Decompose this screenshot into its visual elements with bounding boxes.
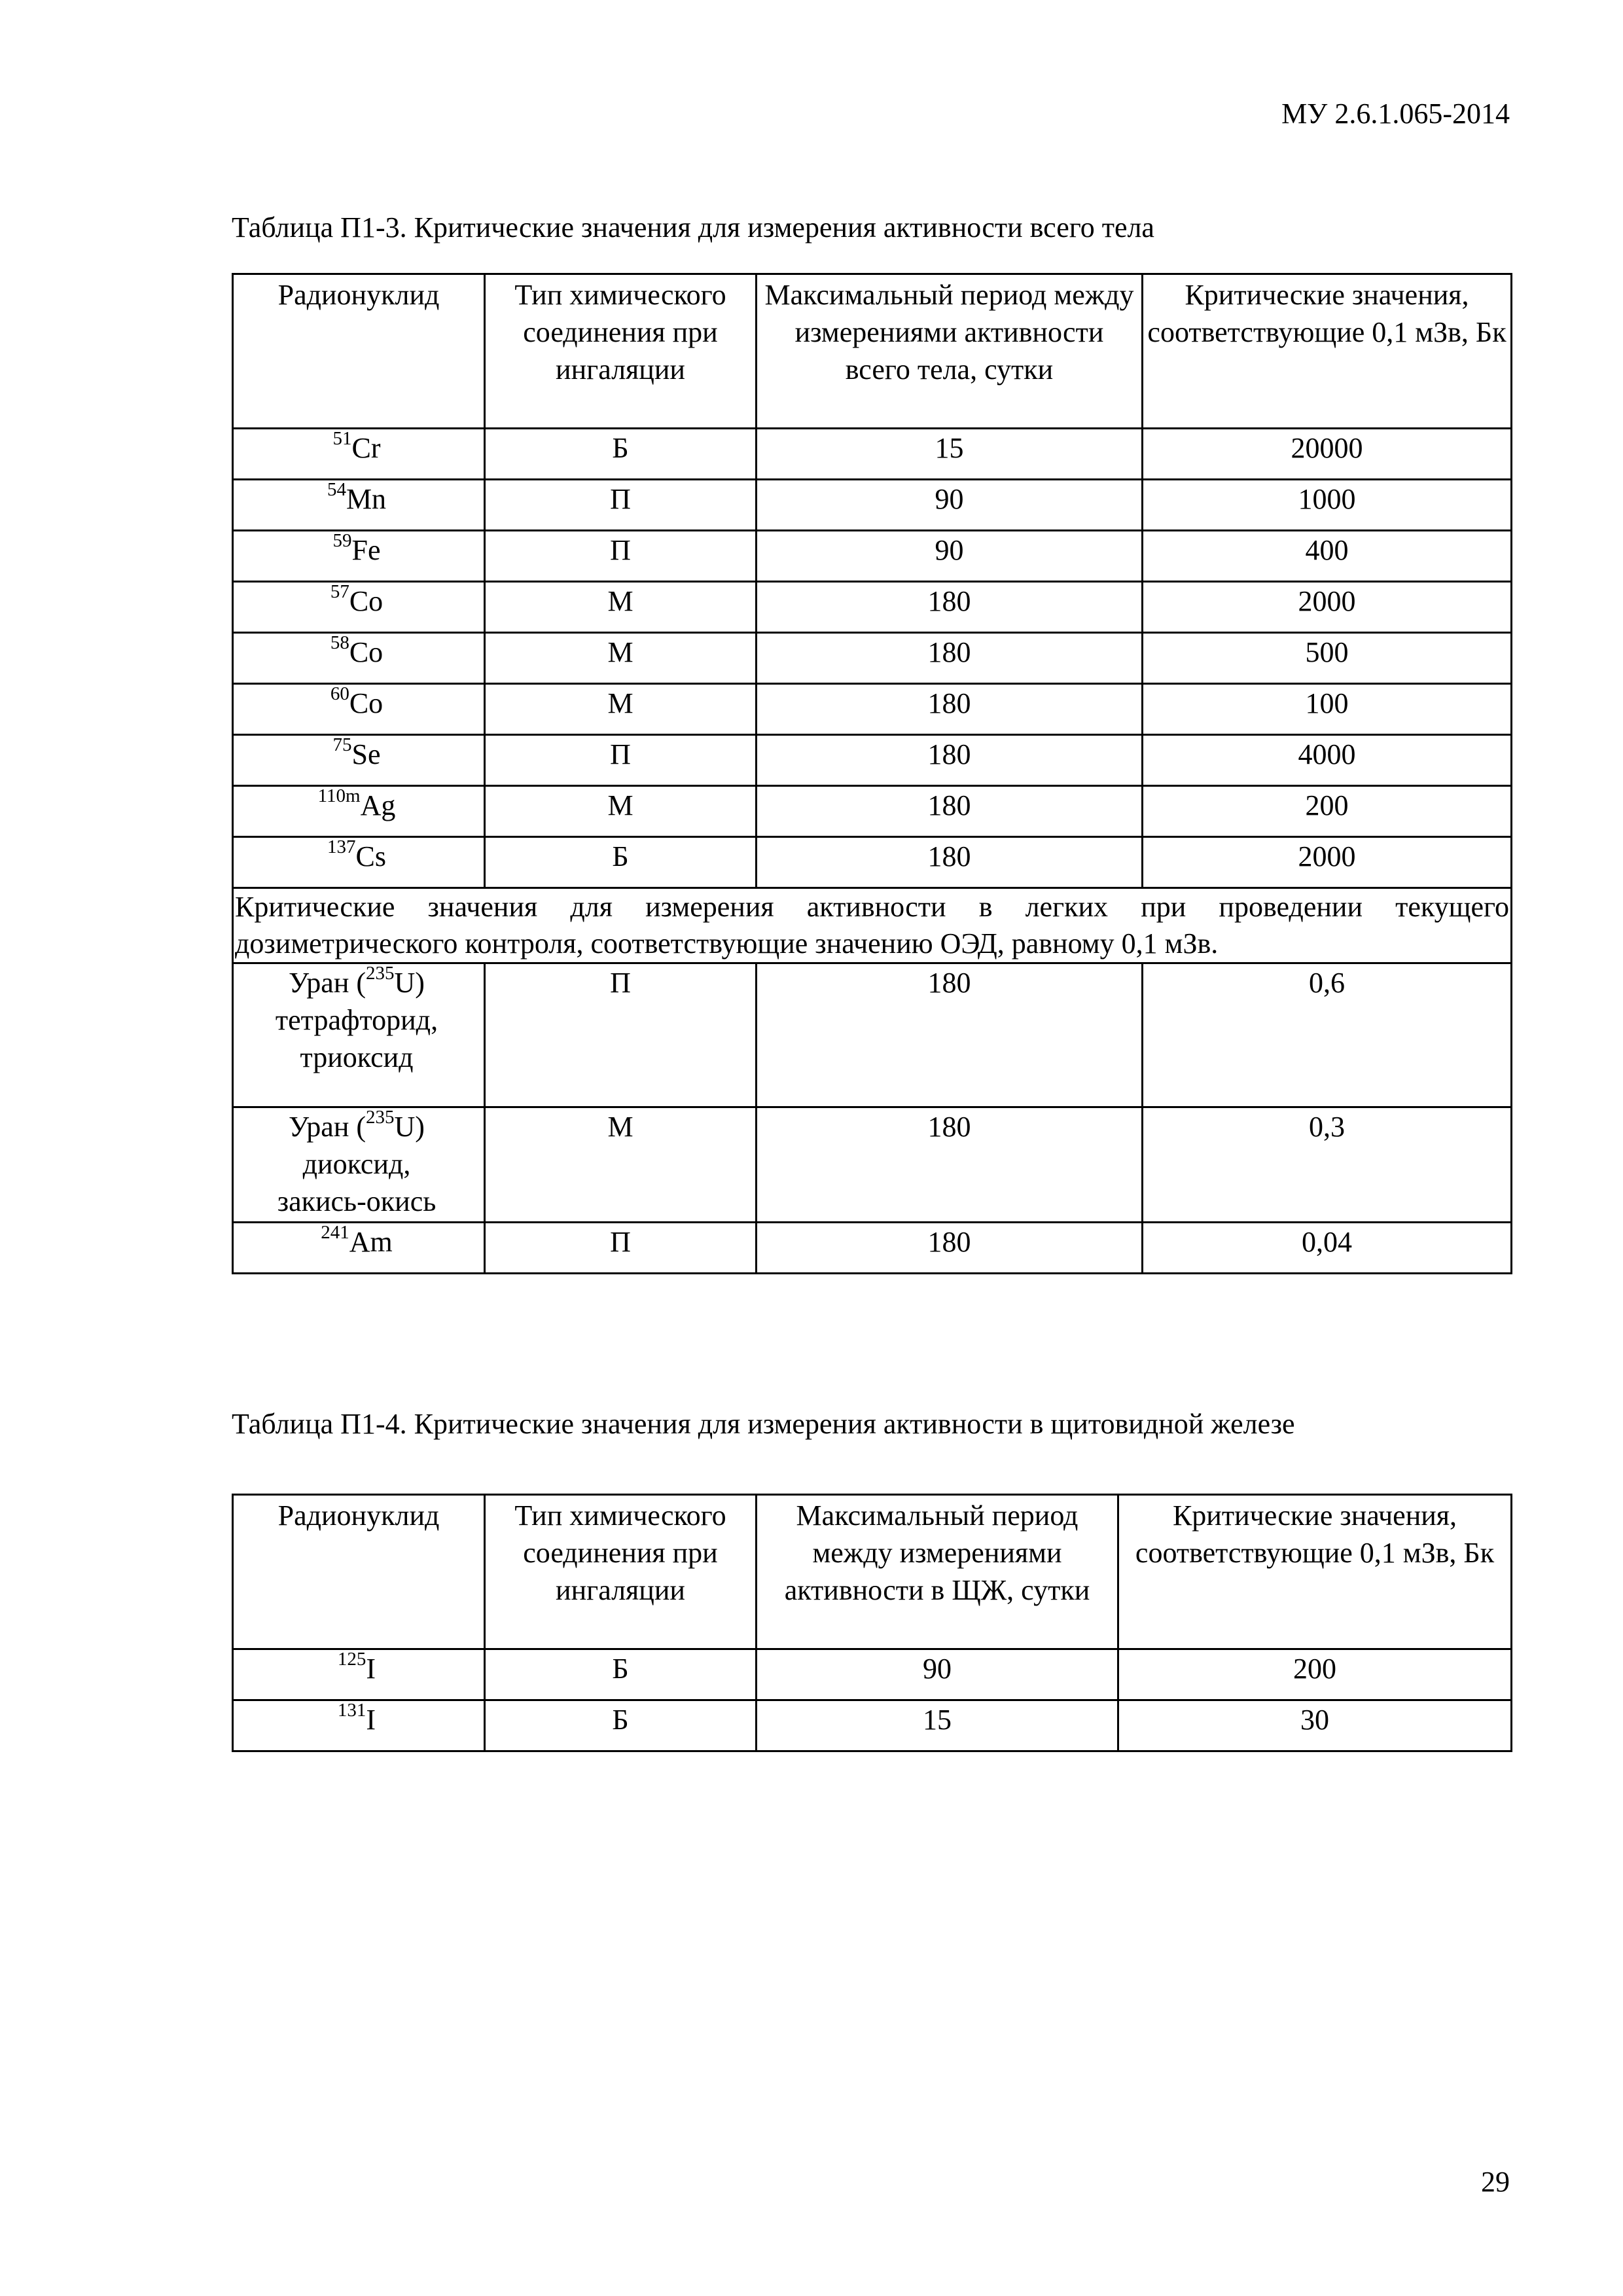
mass-number: 59 — [332, 530, 352, 551]
compound-type-cell: Б — [485, 429, 757, 480]
radionuclide-cell — [233, 1700, 485, 1751]
period-cell: 180 — [757, 684, 1143, 735]
compound-type-cell: П — [485, 1223, 757, 1274]
compound-type-cell: М — [485, 582, 757, 633]
section-title — [233, 888, 1512, 963]
element-symbol: Fe — [351, 534, 381, 566]
table-whole-body-critical-values — [232, 273, 1512, 1274]
compound-type-cell: М — [485, 1107, 757, 1223]
element-symbol: Am — [349, 1226, 393, 1258]
compound-type-cell: П — [485, 735, 757, 786]
period-cell: 15 — [757, 429, 1143, 480]
radionuclide-cell — [233, 735, 485, 786]
radionuclide-cell — [233, 480, 485, 531]
compound-type-cell: Б — [485, 1700, 757, 1751]
mass-number: 75 — [332, 734, 352, 755]
nuclide-suffix: U) — [394, 1111, 425, 1143]
element-symbol: Cr — [351, 432, 381, 464]
critical-value-cell: 30 — [1118, 1700, 1512, 1751]
mass-number: 241 — [321, 1222, 349, 1243]
section-title-line: дозиметрического контроля, соответствующие значению ОЭД, равному 0,1 мЗв. — [235, 927, 1219, 960]
nuclide-prefix: Уран ( — [289, 967, 366, 999]
radionuclide-cell — [233, 633, 485, 684]
table-row — [233, 1649, 1512, 1700]
critical-value-cell: 2000 — [1143, 837, 1512, 888]
table-row — [233, 582, 1512, 633]
radionuclide-cell — [233, 963, 485, 1107]
page-number: 29 — [1481, 2166, 1510, 2198]
table-row — [233, 684, 1512, 735]
compound-type-cell: М — [485, 633, 757, 684]
nuclide-name-line — [234, 964, 480, 1001]
table-header-row — [233, 274, 1512, 429]
table-row — [233, 633, 1512, 684]
table-header-row — [233, 1495, 1512, 1649]
element-symbol: Se — [351, 738, 381, 770]
compound-name-line: диоксид, — [302, 1148, 411, 1180]
compound-type-cell: М — [485, 786, 757, 837]
radionuclide-cell — [233, 531, 485, 582]
radionuclide-cell — [233, 1107, 485, 1223]
table-row — [233, 429, 1512, 480]
element-symbol: Cs — [355, 840, 386, 872]
column-header: Тип химического соединения при ингаляции — [485, 274, 757, 429]
critical-value-cell: 0,3 — [1143, 1107, 1512, 1223]
radionuclide-cell — [233, 1223, 485, 1274]
critical-value-cell: 2000 — [1143, 582, 1512, 633]
table-row — [233, 531, 1512, 582]
column-header: Максимальный период между измерениями активности в ЩЖ, сутки — [757, 1495, 1118, 1649]
compound-name-line: тетрафторид, — [275, 1004, 438, 1036]
table-row — [233, 963, 1512, 1107]
compound-type-cell: П — [485, 963, 757, 1107]
radionuclide-cell — [233, 786, 485, 837]
mass-number: 58 — [330, 632, 349, 653]
column-header: Критические значения, соответствующие 0,1 мЗв, Бк — [1118, 1495, 1512, 1649]
critical-value-cell: 200 — [1143, 786, 1512, 837]
element-symbol: Ag — [360, 789, 396, 821]
table-row — [233, 480, 1512, 531]
column-header: Критические значения, соответствующие 0,1 мЗв, Бк — [1143, 274, 1512, 429]
element-symbol: Co — [349, 636, 383, 668]
mass-number: 51 — [332, 428, 352, 449]
period-cell: 15 — [757, 1700, 1118, 1751]
mass-number: 110m — [317, 785, 361, 806]
period-cell: 90 — [757, 480, 1143, 531]
critical-value-cell: 400 — [1143, 531, 1512, 582]
element-symbol: I — [366, 1653, 376, 1685]
nuclide-name-line — [234, 1108, 480, 1145]
radionuclide-cell — [233, 582, 485, 633]
period-cell: 180 — [757, 1223, 1143, 1274]
critical-value-cell: 0,6 — [1143, 963, 1512, 1107]
compound-type-cell: П — [485, 531, 757, 582]
critical-value-cell: 1000 — [1143, 480, 1512, 531]
period-cell: 180 — [757, 786, 1143, 837]
element-symbol: Co — [349, 585, 383, 617]
mass-number: 235 — [366, 963, 395, 984]
table-row — [233, 837, 1512, 888]
element-symbol: I — [366, 1704, 376, 1736]
table-row — [233, 786, 1512, 837]
critical-value-cell: 4000 — [1143, 735, 1512, 786]
critical-value-cell: 500 — [1143, 633, 1512, 684]
element-symbol: Co — [349, 687, 383, 719]
table-row — [233, 1107, 1512, 1223]
compound-type-cell: П — [485, 480, 757, 531]
document-code: МУ 2.6.1.065-2014 — [1281, 98, 1510, 130]
compound-type-cell: М — [485, 684, 757, 735]
table-row — [233, 1700, 1512, 1751]
critical-value-cell: 100 — [1143, 684, 1512, 735]
column-header: Радионуклид — [233, 274, 485, 429]
table-thyroid-critical-values — [232, 1494, 1512, 1752]
radionuclide-cell — [233, 837, 485, 888]
nuclide-suffix: U) — [394, 967, 425, 999]
period-cell: 180 — [757, 582, 1143, 633]
column-header: Радионуклид — [233, 1495, 485, 1649]
compound-type-cell: Б — [485, 1649, 757, 1700]
nuclide-prefix: Уран ( — [289, 1111, 366, 1143]
mass-number: 60 — [330, 683, 349, 704]
mass-number: 57 — [330, 581, 349, 602]
radionuclide-cell — [233, 684, 485, 735]
table-row — [233, 735, 1512, 786]
section-row-lungs — [233, 888, 1512, 963]
radionuclide-cell — [233, 1649, 485, 1700]
compound-name-line: закись-окись — [277, 1185, 437, 1217]
mass-number: 137 — [327, 836, 356, 857]
mass-number: 125 — [337, 1649, 366, 1670]
column-header: Максимальный период между измерениями активности всего тела, сутки — [757, 274, 1143, 429]
mass-number: 235 — [366, 1107, 395, 1128]
critical-value-cell: 200 — [1118, 1649, 1512, 1700]
period-cell: 90 — [757, 531, 1143, 582]
table-row — [233, 1223, 1512, 1274]
section-title-line: Критические значения для измерения активности в легких при проведении текущего — [235, 891, 1509, 923]
mass-number: 131 — [337, 1700, 366, 1721]
table4-caption: Таблица П1-4. Критические значения для измерения активности в щитовидной железе — [232, 1408, 1295, 1440]
period-cell: 180 — [757, 1107, 1143, 1223]
element-symbol: Mn — [346, 483, 387, 515]
period-cell: 90 — [757, 1649, 1118, 1700]
period-cell: 180 — [757, 837, 1143, 888]
period-cell: 180 — [757, 633, 1143, 684]
compound-name-line: триоксид — [300, 1041, 414, 1073]
table3-caption: Таблица П1-3. Критические значения для измерения активности всего тела — [232, 211, 1154, 243]
critical-value-cell: 20000 — [1143, 429, 1512, 480]
column-header: Тип химического соединения при ингаляции — [485, 1495, 757, 1649]
critical-value-cell: 0,04 — [1143, 1223, 1512, 1274]
period-cell: 180 — [757, 735, 1143, 786]
compound-type-cell: Б — [485, 837, 757, 888]
period-cell: 180 — [757, 963, 1143, 1107]
mass-number: 54 — [327, 479, 346, 500]
radionuclide-cell — [233, 429, 485, 480]
